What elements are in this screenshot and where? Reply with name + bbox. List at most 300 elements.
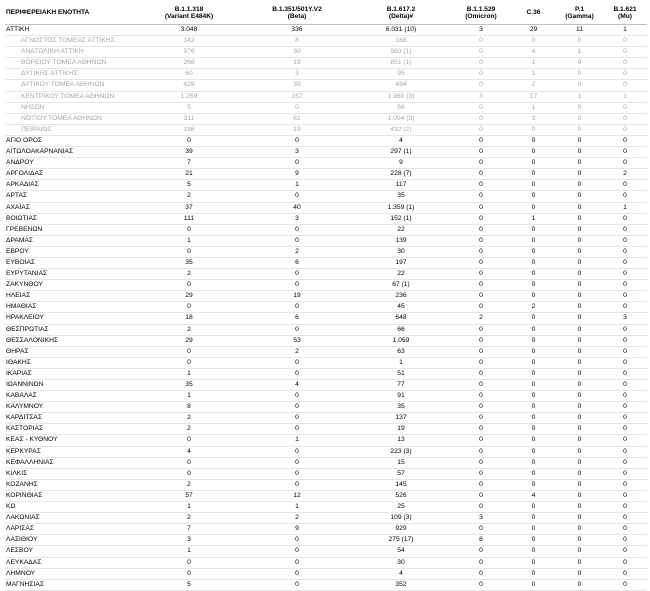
case-count-cell: 11 xyxy=(556,25,603,36)
case-count-cell: 1 xyxy=(243,435,351,446)
case-count-cell: 0 xyxy=(511,568,556,579)
case-count-cell: 376 xyxy=(135,47,243,58)
case-count-cell: 0 xyxy=(603,513,647,524)
case-count-cell: 0 xyxy=(243,568,351,579)
header-line2: (Delta)# xyxy=(388,13,414,20)
header-variant-beta xyxy=(243,2,351,25)
header-variant-omicron xyxy=(451,2,511,25)
case-count-cell: 3 xyxy=(243,69,351,80)
case-count-cell: 61 xyxy=(243,113,351,124)
case-count-cell: 929 xyxy=(351,524,451,535)
table-row xyxy=(5,202,647,213)
case-count-cell: 0 xyxy=(603,446,647,457)
case-count-cell: 53 xyxy=(243,335,351,346)
case-count-cell: 0 xyxy=(603,424,647,435)
case-count-cell: 0 xyxy=(451,135,511,146)
case-count-cell: 0 xyxy=(511,169,556,180)
case-count-cell: 0 xyxy=(511,391,556,402)
case-count-cell: 8 xyxy=(243,36,351,47)
regional-unit-name: ΑΝΔΡΟΥ xyxy=(5,158,135,169)
case-count-cell: 1.004 (3) xyxy=(351,113,451,124)
table-row xyxy=(5,391,647,402)
case-count-cell: 0 xyxy=(556,280,603,291)
case-count-cell: 0 xyxy=(451,546,511,557)
table-row xyxy=(5,158,647,169)
case-count-cell: 0 xyxy=(603,280,647,291)
case-count-cell: 0 xyxy=(451,246,511,257)
case-count-cell: 1.259 xyxy=(135,91,243,102)
table-subrow xyxy=(5,80,647,91)
case-count-cell: 0 xyxy=(603,124,647,135)
regional-unit-name: ΚΕΦΑΛΛΗΝΙΑΣ xyxy=(5,457,135,468)
regional-unit-name: ΛΑΚΩΝΙΑΣ xyxy=(5,513,135,524)
header-line2: (Variant E484K) xyxy=(164,13,214,20)
case-count-cell: 0 xyxy=(556,568,603,579)
case-count-cell: 0 xyxy=(556,513,603,524)
case-count-cell: 0 xyxy=(556,557,603,568)
case-count-cell: 0 xyxy=(243,235,351,246)
case-count-cell: 142 xyxy=(135,36,243,47)
case-count-cell: 1 xyxy=(511,69,556,80)
regional-unit-name: ΑΓΝΩΣΤΟΣ ΤΟΜΕΑΣ ΑΤΤΙΚΗΣ xyxy=(5,36,135,47)
case-count-cell: 851 (1) xyxy=(351,58,451,69)
case-count-cell: 91 xyxy=(351,391,451,402)
case-count-cell: 1.359 (1) xyxy=(351,202,451,213)
case-count-cell: 12 xyxy=(243,490,351,501)
case-count-cell: 0 xyxy=(451,180,511,191)
case-count-cell: 0 xyxy=(556,435,603,446)
regional-unit-name: ΘΕΣΠΡΩΤΙΑΣ xyxy=(5,324,135,335)
case-count-cell: 0 xyxy=(451,424,511,435)
header-variant-delta xyxy=(351,2,451,25)
case-count-cell: 0 xyxy=(603,435,647,446)
case-count-cell: 9 xyxy=(243,169,351,180)
header-line2: (Mu) xyxy=(618,13,632,20)
case-count-cell: 0 xyxy=(451,58,511,69)
case-count-cell: 137 xyxy=(351,413,451,424)
regional-unit-name: ΑΓΙΟ ΟΡΟΣ xyxy=(5,135,135,146)
case-count-cell: 0 xyxy=(451,113,511,124)
variants-table xyxy=(5,2,647,591)
case-count-cell: 0 xyxy=(511,324,556,335)
case-count-cell: 311 xyxy=(135,113,243,124)
case-count-cell: 0 xyxy=(451,302,511,313)
regional-unit-name: ΑΧΑΪΑΣ xyxy=(5,202,135,213)
case-count-cell: 157 xyxy=(243,91,351,102)
regional-unit-name: ΑΡΤΑΣ xyxy=(5,191,135,202)
table-row xyxy=(5,579,647,590)
header-line1: B.1.1.318 xyxy=(174,5,204,13)
case-count-cell: 19 xyxy=(243,58,351,69)
case-count-cell: 1 xyxy=(511,58,556,69)
table-row xyxy=(5,180,647,191)
case-count-cell: 0 xyxy=(556,147,603,158)
table-subrow xyxy=(5,124,647,135)
case-count-cell: 0 xyxy=(603,257,647,268)
case-count-cell: 0 xyxy=(243,224,351,235)
case-count-cell: 0 xyxy=(511,524,556,535)
case-count-cell: 60 xyxy=(135,69,243,80)
case-count-cell: 0 xyxy=(556,424,603,435)
case-count-cell: 0 xyxy=(511,346,556,357)
case-count-cell: 0 xyxy=(451,380,511,391)
case-count-cell: 0 xyxy=(603,546,647,557)
table-row xyxy=(5,513,647,524)
case-count-cell: 1 xyxy=(243,502,351,513)
header-line1: B.1.621 xyxy=(613,5,637,13)
case-count-cell: 109 (3) xyxy=(351,513,451,524)
table-row xyxy=(5,468,647,479)
case-count-cell: 2 xyxy=(243,246,351,257)
case-count-cell: 0 xyxy=(451,479,511,490)
case-count-cell: 0 xyxy=(135,302,243,313)
case-count-cell: 0 xyxy=(556,36,603,47)
regional-unit-name: ΙΚΑΡΙΑΣ xyxy=(5,368,135,379)
table-row xyxy=(5,235,647,246)
case-count-cell: 0 xyxy=(556,535,603,546)
case-count-cell: 0 xyxy=(511,457,556,468)
case-count-cell: 0 xyxy=(603,535,647,546)
case-count-cell: 8 xyxy=(135,402,243,413)
table-row xyxy=(5,502,647,513)
case-count-cell: 0 xyxy=(135,435,243,446)
case-count-cell: 0 xyxy=(556,391,603,402)
case-count-cell: 35 xyxy=(351,402,451,413)
case-count-cell: 6.031 (10) xyxy=(351,25,451,36)
case-count-cell: 0 xyxy=(603,579,647,590)
case-count-cell: 3 xyxy=(451,91,511,102)
regional-unit-name: ΒΟΙΩΤΙΑΣ xyxy=(5,213,135,224)
case-count-cell: 0 xyxy=(451,402,511,413)
case-count-cell: 0 xyxy=(451,524,511,535)
regional-unit-name: ΚΑΡΔΙΤΣΑΣ xyxy=(5,413,135,424)
regional-unit-name: ΑΡΚΑΔΙΑΣ xyxy=(5,180,135,191)
case-count-cell: 0 xyxy=(603,269,647,280)
case-count-cell: 0 xyxy=(511,424,556,435)
case-count-cell: 0 xyxy=(556,402,603,413)
case-count-cell: 39 xyxy=(135,147,243,158)
case-count-cell: 0 xyxy=(603,568,647,579)
case-count-cell: 0 xyxy=(511,202,556,213)
case-count-cell: 57 xyxy=(351,468,451,479)
table-subrow xyxy=(5,113,647,124)
table-row xyxy=(5,191,647,202)
case-count-cell: 0 xyxy=(603,36,647,47)
case-count-cell: 0 xyxy=(511,446,556,457)
case-count-cell: 0 xyxy=(556,368,603,379)
case-count-cell: 0 xyxy=(451,202,511,213)
regional-unit-name: ΚΕΝΤΡΙΚΟΥ ΤΟΜΕΑ ΑΘΗΝΩΝ xyxy=(5,91,135,102)
case-count-cell: 0 xyxy=(603,235,647,246)
regional-unit-name: ΛΕΣΒΟΥ xyxy=(5,546,135,557)
header-regional-unit-label: ΠΕΡΙΦΕΡΕΙΑΚΗ ΕΝΟΤΗΤΑ xyxy=(6,9,90,17)
table-row xyxy=(5,368,647,379)
case-count-cell: 9 xyxy=(243,524,351,535)
case-count-cell: 0 xyxy=(511,291,556,302)
case-count-cell: 0 xyxy=(556,324,603,335)
case-count-cell: 0 xyxy=(243,135,351,146)
case-count-cell: 4 xyxy=(351,135,451,146)
case-count-cell: 0 xyxy=(603,224,647,235)
table-row xyxy=(5,479,647,490)
header-variant-c36 xyxy=(511,2,556,25)
regional-unit-name: ΚΩ xyxy=(5,502,135,513)
case-count-cell: 2 xyxy=(511,302,556,313)
case-count-cell: 7 xyxy=(135,524,243,535)
table-row xyxy=(5,147,647,158)
case-count-cell: 0 xyxy=(451,391,511,402)
table-row xyxy=(5,424,647,435)
case-count-cell: 0 xyxy=(556,213,603,224)
case-count-cell: 236 xyxy=(351,291,451,302)
case-count-cell: 223 (3) xyxy=(351,446,451,457)
case-count-cell: 0 xyxy=(511,147,556,158)
case-count-cell: 1 xyxy=(603,25,647,36)
case-count-cell: 0 xyxy=(556,524,603,535)
case-count-cell: 0 xyxy=(451,69,511,80)
case-count-cell: 0 xyxy=(511,357,556,368)
case-count-cell: 0 xyxy=(451,280,511,291)
table-subrow xyxy=(5,69,647,80)
header-line1: B.1.617.2 xyxy=(386,5,416,13)
regional-unit-name: ΚΑΣΤΟΡΙΑΣ xyxy=(5,424,135,435)
case-count-cell: 0 xyxy=(135,468,243,479)
case-count-cell: 0 xyxy=(603,69,647,80)
case-count-cell: 0 xyxy=(243,191,351,202)
case-count-cell: 63 xyxy=(351,346,451,357)
case-count-cell: 0 xyxy=(451,468,511,479)
case-count-cell: 2 xyxy=(135,513,243,524)
case-count-cell: 0 xyxy=(603,113,647,124)
case-count-cell: 139 xyxy=(351,235,451,246)
table-row xyxy=(5,224,647,235)
regional-unit-name: ΙΩΑΝΝΙΝΩΝ xyxy=(5,380,135,391)
regional-unit-name: ΗΛΕΙΑΣ xyxy=(5,291,135,302)
regional-unit-name: ΖΑΚΥΝΘΟΥ xyxy=(5,280,135,291)
table-subrow xyxy=(5,58,647,69)
case-count-cell: 0 xyxy=(243,424,351,435)
case-count-cell: 145 xyxy=(351,479,451,490)
table-row xyxy=(5,213,647,224)
case-count-cell: 1 xyxy=(351,357,451,368)
case-count-cell: 963 (1) xyxy=(351,47,451,58)
case-count-cell: 0 xyxy=(556,113,603,124)
case-count-cell: 0 xyxy=(243,391,351,402)
case-count-cell: 56 xyxy=(351,102,451,113)
case-count-cell: 3 xyxy=(603,313,647,324)
table-row xyxy=(5,446,647,457)
case-count-cell: 0 xyxy=(511,557,556,568)
case-count-cell: 0 xyxy=(603,391,647,402)
case-count-cell: 0 xyxy=(451,102,511,113)
case-count-cell: 0 xyxy=(556,457,603,468)
case-count-cell: 0 xyxy=(135,357,243,368)
header-line2: (Beta) xyxy=(287,13,307,20)
case-count-cell: 0 xyxy=(511,368,556,379)
case-count-cell: 0 xyxy=(603,213,647,224)
table-row xyxy=(5,402,647,413)
case-count-cell: 3 xyxy=(243,147,351,158)
case-count-cell: 9 xyxy=(556,58,603,69)
case-count-cell: 0 xyxy=(243,535,351,546)
regional-unit-name: ΙΘΑΚΗΣ xyxy=(5,357,135,368)
case-count-cell: 0 xyxy=(603,524,647,535)
case-count-cell: 0 xyxy=(243,446,351,457)
case-count-cell: 0 xyxy=(135,568,243,579)
case-count-cell: 0 xyxy=(511,158,556,169)
case-count-cell: 0 xyxy=(556,446,603,457)
case-count-cell: 0 xyxy=(603,402,647,413)
regional-unit-name: ΝΟΤΙΟΥ ΤΟΜΕΑ ΑΘΗΝΩΝ xyxy=(5,113,135,124)
case-count-cell: 0 xyxy=(511,269,556,280)
table-row xyxy=(5,25,647,36)
case-count-cell: 0 xyxy=(556,302,603,313)
case-count-cell: 0 xyxy=(511,224,556,235)
case-count-cell: 0 xyxy=(603,302,647,313)
case-count-cell: 0 xyxy=(603,490,647,501)
table-row xyxy=(5,524,647,535)
case-count-cell: 0 xyxy=(243,102,351,113)
table-row xyxy=(5,457,647,468)
case-count-cell: 0 xyxy=(556,313,603,324)
regional-unit-name: ΘΕΣΣΑΛΟΝΙΚΗΣ xyxy=(5,335,135,346)
case-count-cell: 30 xyxy=(351,557,451,568)
case-count-cell: 648 xyxy=(351,313,451,324)
case-count-cell: 0 xyxy=(243,280,351,291)
table-row xyxy=(5,313,647,324)
case-count-cell: 0 xyxy=(603,147,647,158)
case-count-cell: 0 xyxy=(243,468,351,479)
case-count-cell: 0 xyxy=(603,479,647,490)
regional-unit-name: ΛΑΡΙΣΑΣ xyxy=(5,524,135,535)
table-body xyxy=(5,25,647,591)
case-count-cell: 0 xyxy=(511,280,556,291)
case-count-cell: 0 xyxy=(511,335,556,346)
case-count-cell: 0 xyxy=(243,546,351,557)
table-row xyxy=(5,380,647,391)
table-row xyxy=(5,291,647,302)
case-count-cell: 0 xyxy=(511,246,556,257)
case-count-cell: 0 xyxy=(451,224,511,235)
header-variant-gamma xyxy=(556,2,603,25)
case-count-cell: 526 xyxy=(351,490,451,501)
header-variant-e484k xyxy=(135,2,243,25)
case-count-cell: 2 xyxy=(243,346,351,357)
case-count-cell: 0 xyxy=(511,124,556,135)
case-count-cell: 0 xyxy=(451,435,511,446)
case-count-cell: 0 xyxy=(556,102,603,113)
case-count-cell: 0 xyxy=(451,357,511,368)
table-row xyxy=(5,557,647,568)
case-count-cell: 0 xyxy=(511,402,556,413)
case-count-cell: 0 xyxy=(556,346,603,357)
case-count-cell: 29 xyxy=(135,335,243,346)
case-count-cell: 2 xyxy=(135,191,243,202)
case-count-cell: 1 xyxy=(135,368,243,379)
case-count-cell: 0 xyxy=(603,413,647,424)
case-count-cell: 352 xyxy=(351,579,451,590)
table-row xyxy=(5,302,647,313)
regional-unit-name: ΚΑΒΑΛΑΣ xyxy=(5,391,135,402)
header-regional-unit xyxy=(5,2,135,25)
case-count-cell: 0 xyxy=(511,380,556,391)
case-count-cell: 2 xyxy=(243,513,351,524)
case-count-cell: 0 xyxy=(603,468,647,479)
case-count-cell: 0 xyxy=(556,135,603,146)
case-count-cell: 0 xyxy=(511,191,556,202)
case-count-cell: 0 xyxy=(135,280,243,291)
case-count-cell: 0 xyxy=(511,435,556,446)
regional-unit-name: ΑΤΤΙΚΗ xyxy=(5,25,135,36)
case-count-cell: 0 xyxy=(556,191,603,202)
case-count-cell: 0 xyxy=(451,36,511,47)
case-count-cell: 30 xyxy=(243,47,351,58)
case-count-cell: 0 xyxy=(451,257,511,268)
regional-unit-name: ΕΥΒΟΙΑΣ xyxy=(5,257,135,268)
case-count-cell: 0 xyxy=(511,535,556,546)
header-line1: B.1.351/501Y.V2 xyxy=(272,5,322,13)
case-count-cell: 54 xyxy=(351,546,451,557)
case-count-cell: 0 xyxy=(511,468,556,479)
case-count-cell: 0 xyxy=(511,313,556,324)
table-row xyxy=(5,269,647,280)
case-count-cell: 0 xyxy=(511,36,556,47)
case-count-cell: 0 xyxy=(243,579,351,590)
case-count-cell: 0 xyxy=(243,158,351,169)
case-count-cell: 5 xyxy=(135,102,243,113)
case-count-cell: 2 xyxy=(135,413,243,424)
case-count-cell: 22 xyxy=(351,224,451,235)
case-count-cell: 0 xyxy=(603,357,647,368)
case-count-cell: 0 xyxy=(451,368,511,379)
case-count-cell: 0 xyxy=(556,479,603,490)
regional-unit-name: ΗΡΑΚΛΕΙΟΥ xyxy=(5,313,135,324)
case-count-cell: 13 xyxy=(351,435,451,446)
case-count-cell: 4 xyxy=(243,380,351,391)
case-count-cell: 29 xyxy=(135,291,243,302)
case-count-cell: 29 xyxy=(511,25,556,36)
case-count-cell: 1 xyxy=(511,213,556,224)
case-count-cell: 0 xyxy=(135,246,243,257)
table-row xyxy=(5,490,647,501)
regional-unit-name: ΚΟΖΑΝΗΣ xyxy=(5,479,135,490)
case-count-cell: 0 xyxy=(243,413,351,424)
case-count-cell: 9 xyxy=(351,158,451,169)
case-count-cell: 35 xyxy=(135,380,243,391)
case-count-cell: 1 xyxy=(135,502,243,513)
case-count-cell: 0 xyxy=(603,557,647,568)
case-count-cell: 0 xyxy=(603,291,647,302)
case-count-cell: 268 xyxy=(135,58,243,69)
case-count-cell: 186 xyxy=(351,36,451,47)
case-count-cell: 0 xyxy=(603,380,647,391)
case-count-cell: 0 xyxy=(556,80,603,91)
case-count-cell: 0 xyxy=(451,568,511,579)
case-count-cell: 0 xyxy=(511,413,556,424)
case-count-cell: 3 xyxy=(451,513,511,524)
case-count-cell: 0 xyxy=(603,335,647,346)
table-row xyxy=(5,335,647,346)
case-count-cell: 0 xyxy=(556,235,603,246)
case-count-cell: 0 xyxy=(556,579,603,590)
case-count-cell: 1 xyxy=(135,546,243,557)
case-count-cell: 0 xyxy=(511,502,556,513)
regional-unit-name: ΝΗΣΩΝ xyxy=(5,102,135,113)
case-count-cell: 0 xyxy=(603,457,647,468)
case-count-cell: 57 xyxy=(135,490,243,501)
case-count-cell: 35 xyxy=(351,191,451,202)
case-count-cell: 4 xyxy=(135,446,243,457)
